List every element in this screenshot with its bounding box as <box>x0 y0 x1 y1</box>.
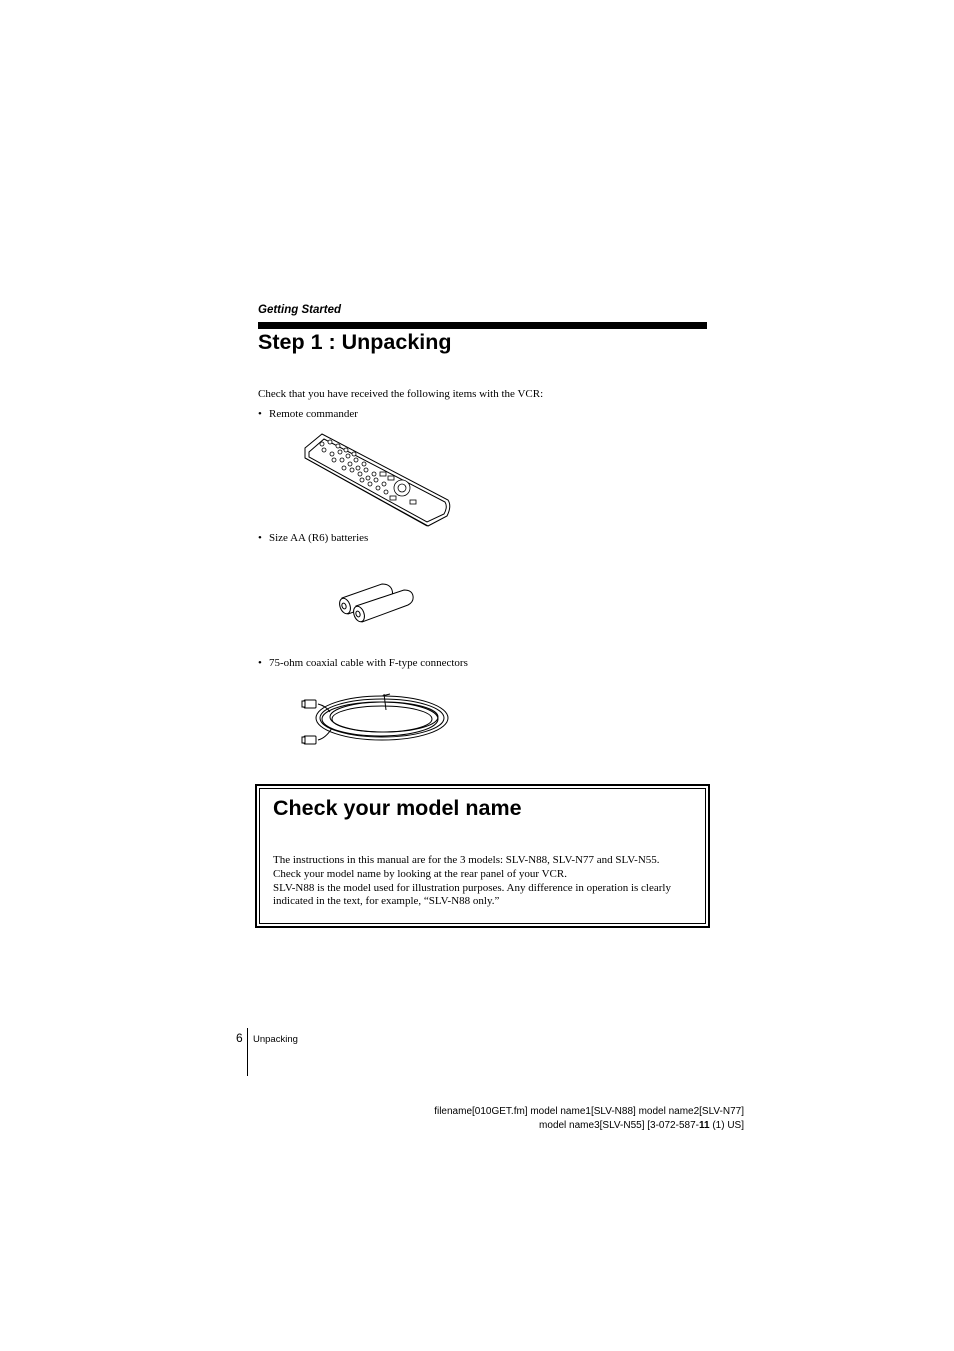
file-info-line1: filename[010GET.fm] model name1[SLV-N88] model name2[SLV-N77] <box>434 1106 744 1117</box>
batteries-icon <box>334 580 420 624</box>
coaxial-cable-icon <box>300 688 454 752</box>
list-item-batteries <box>258 532 368 544</box>
model-box-line: indicated in the text, for example, “SLV-N88 only.” <box>273 895 500 908</box>
footer-section-label: Unpacking <box>253 1034 298 1045</box>
model-box-line: SLV-N88 is the model used for illustration purposes. Any difference in operation is clearly <box>273 881 671 894</box>
list-item-remote <box>258 408 358 420</box>
intro-text: Check that you have received the following items with the VCR: <box>258 388 544 400</box>
file-info-post: (1) US] <box>709 1119 744 1131</box>
model-box-title: Check your model name <box>273 796 522 820</box>
remote-commander-icon <box>300 430 452 530</box>
model-box-body <box>273 854 703 909</box>
file-info <box>434 1105 744 1132</box>
model-box-line: The instructions in this manual are for the 3 models: SLV-N88, SLV-N77 and SLV-N55. <box>273 854 660 866</box>
page-title: Step 1 : Unpacking <box>258 330 452 354</box>
item-label: Remote commander <box>269 408 358 420</box>
item-label: 75-ohm coaxial cable with F-type connectors <box>269 657 468 669</box>
list-item-cable <box>258 657 468 669</box>
footer-rule <box>247 1028 248 1076</box>
file-info-bold: 11 <box>698 1119 710 1131</box>
bullet: • <box>258 532 262 544</box>
page-number: 6 <box>236 1031 243 1045</box>
file-info-pre: model name3[SLV-N55] [3-072-587- <box>539 1119 699 1131</box>
item-label: Size AA (R6) batteries <box>269 532 369 544</box>
header-rule <box>258 322 707 329</box>
section-label: Getting Started <box>258 304 342 316</box>
model-box-line: Check your model name by looking at the rear panel of your VCR. <box>273 867 567 880</box>
bullet: • <box>258 408 262 420</box>
bullet: • <box>258 657 262 669</box>
file-info-line2 <box>434 1119 744 1133</box>
